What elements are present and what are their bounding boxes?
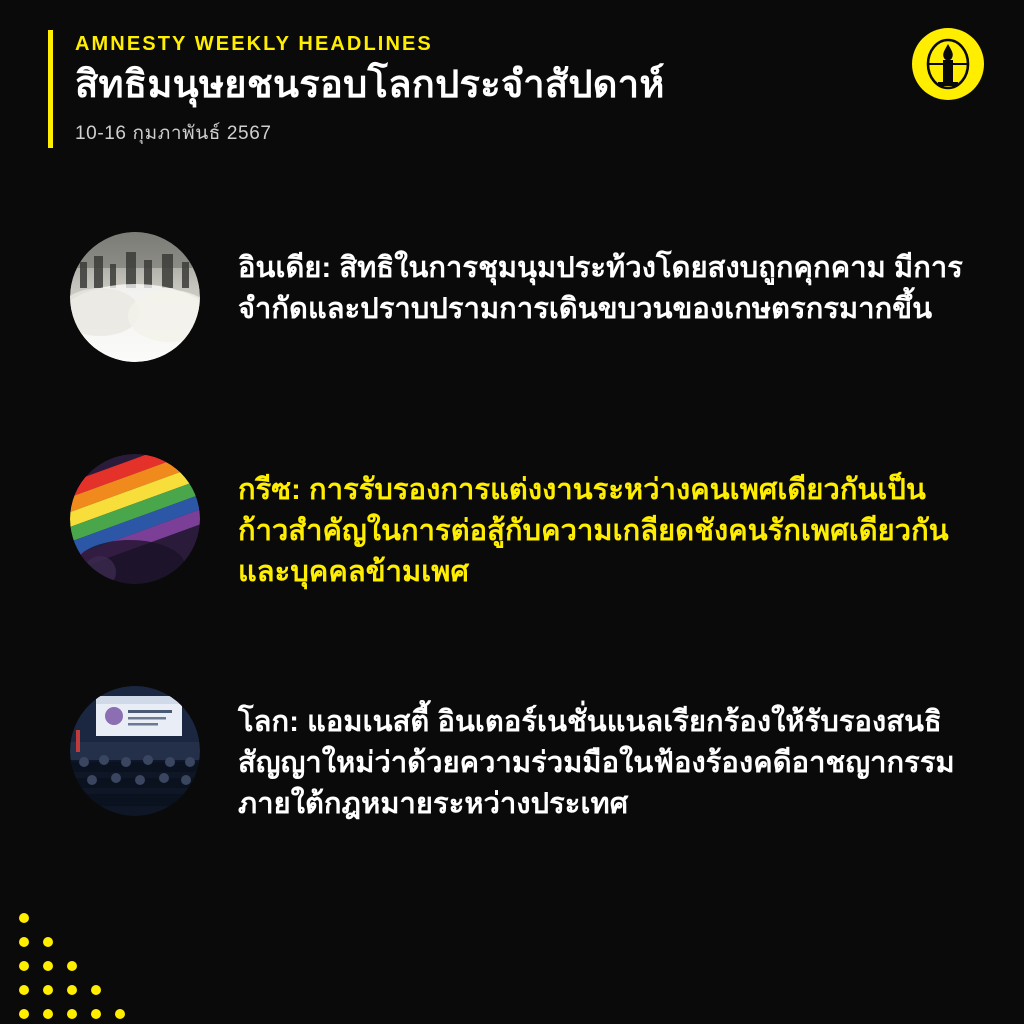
list-item [0, 232, 1024, 362]
dot-grid-decoration [10, 904, 130, 1024]
header [48, 30, 665, 148]
thumbnail-greece-rainbow-flag [70, 454, 200, 584]
thumbnail-india-protest-smoke [70, 232, 200, 362]
page-title: สิทธิมนุษยชนรอบโลกประจำสัปดาห์ [75, 64, 665, 106]
story-headline: อินเดีย: สิทธิในการชุมนุมประท้วงโดยสงบถูกคุกคาม มีการจำกัดและปราบปรามการเดินขบวนของเกษตรกรมากขึ้น [238, 252, 963, 326]
thumbnail-world-conference-hall [70, 686, 200, 816]
story-headline: กรีซ: การรับรองการแต่งงานระหว่างคนเพศเดียวกันเป็นก้าวสำคัญในการต่อสู้กับความเกลียดชังคนรักเพศเดียวกันและบุคคลข้ามเพศ [238, 474, 949, 589]
header-kicker: AMNESTY WEEKLY HEADLINES [75, 33, 433, 55]
header-accent-bar [48, 30, 53, 148]
story-headline: โลก: แอมเนสตี้ อินเตอร์เนชั่นแนลเรียกร้องให้รับรองสนธิสัญญาใหม่ว่าด้วยความร่วมมือในฟ้องร้องคดีอาชญากรรมภายใต้กฎหมายระหว่างประเทศ [238, 705, 955, 820]
header-date-range: 10-16 กุมภาพันธ์ 2567 [75, 122, 272, 144]
list-item [0, 686, 1024, 826]
candle-icon [925, 38, 971, 90]
amnesty-logo [912, 28, 984, 100]
header-text-group [75, 30, 665, 148]
list-item [0, 454, 1024, 594]
story-list [0, 232, 1024, 917]
